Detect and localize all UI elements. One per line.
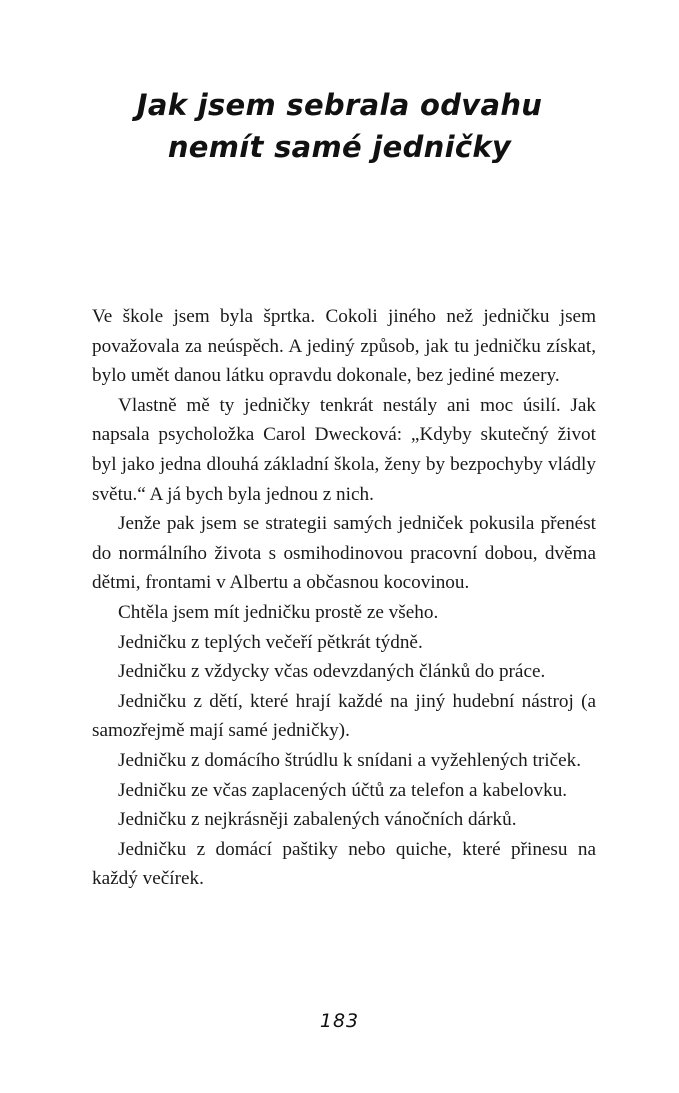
paragraph: Jedničku z nejkrásněji zabalených vánočních dárků. (118, 809, 517, 831)
paragraph: Jenže pak jsem se strategii samých jedniček pokusila přenést do normálního života s osmihodinovou pracovní dobou, dvěma dětmi, frontami v Albertu a občasnou kocovinou. (92, 513, 596, 594)
paragraph: Chtěla jsem mít jedničku prostě ze všeho. (118, 601, 439, 623)
paragraph: Jedničku ze včas zaplacených účtů za telefon a kabelovku. (118, 779, 568, 801)
paragraph: Jedničku z vždycky včas odevzdaných článků do práce. (118, 661, 546, 683)
chapter-title (0, 84, 679, 168)
paragraph: Vlastně mě ty jedničky tenkrát nestály ani moc úsilí. Jak napsala psycholožka Carol Dwecková: „Kdyby skutečný život byl jako jedna dlouhá základní škola, ženy by bezpochyby vládly světu.“ A já bych byla jednou z nich. (92, 394, 596, 505)
paragraph: Jedničku z domácího štrúdlu k snídani a vyžehlených triček. (118, 749, 582, 771)
page-number: 183 (319, 1010, 360, 1032)
chapter-title-line-1: Jak jsem sebrala odvahu (136, 88, 543, 122)
paragraph: Ve škole jsem byla šprtka. Cokoli jiného než jedničku jsem považovala za neúspěch. A jediný způsob, jak tu jedničku získat, bylo umět danou látku opravdu dokonale, bez jediné mezery. (92, 306, 596, 387)
paragraph: Jedničku z domácí paštiky nebo quiche, které přinesu na každý večírek. (92, 838, 596, 890)
chapter-title-line-2: nemít samé jedničky (167, 130, 512, 164)
body-text (92, 302, 596, 894)
paragraph: Jedničku z teplých večeří pětkrát týdně. (118, 631, 423, 653)
paragraph: Jedničku z dětí, které hrají každé na jiný hudební nástroj (a samozřejmě mají samé jedničky). (92, 690, 596, 742)
